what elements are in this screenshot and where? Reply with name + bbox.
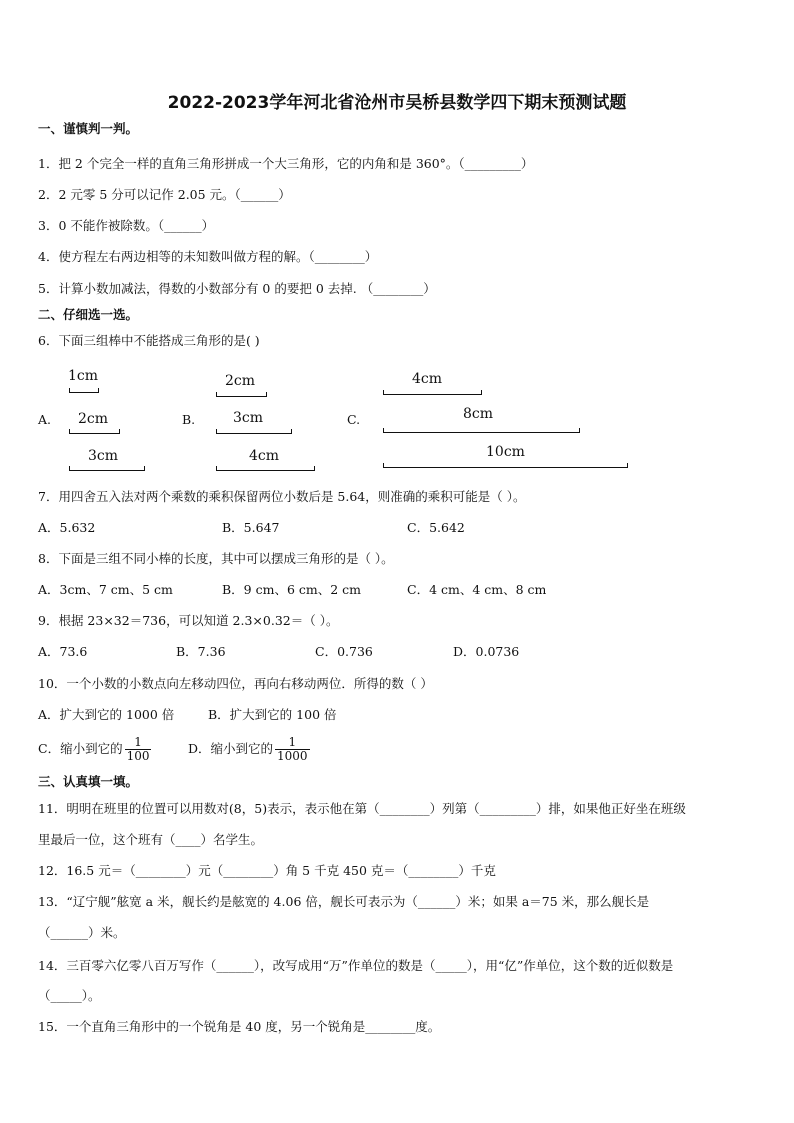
- q10-option-d: [188, 736, 310, 763]
- stick-a2-label: 2cm: [78, 411, 109, 427]
- stick-b2-label: 3cm: [233, 410, 264, 426]
- fraction-numerator: 1: [275, 736, 310, 750]
- question-4: 4．使方程左右两边相等的未知数叫做方程的解。（________）: [38, 249, 378, 264]
- question-6: 6．下面三组棒中不能搭成三角形的是( ): [38, 333, 260, 348]
- q9-option-b: B．7.36: [176, 644, 226, 659]
- question-14-line-1: 14．三百零六亿零八百万写作（______），改写成用“万”作单位的数是（_____），用“亿”作单位，这个数的近似数是: [38, 958, 674, 973]
- q8-option-b: B．9 cm、6 cm、2 cm: [222, 582, 362, 597]
- stick-a1-label: 1cm: [68, 368, 99, 384]
- option-a-label: A.: [38, 412, 52, 427]
- section-heading-choose: 二、仔细选一选。: [38, 307, 139, 322]
- question-15: 15．一个直角三角形中的一个锐角是 40 度，另一个锐角是________度。: [38, 1019, 441, 1034]
- stick-b1-label: 2cm: [225, 373, 256, 389]
- section-heading-fill: 三、认真填一填。: [38, 774, 139, 789]
- q10-option-d-text: D．缩小到它的: [188, 741, 274, 756]
- q9-option-c: C．0.736: [315, 644, 373, 659]
- section-heading-judge: 一、谨慎判一判。: [38, 121, 139, 136]
- q10-option-c-text: C．缩小到它的: [38, 741, 123, 756]
- question-5: 5．计算小数加减法，得数的小数部分有 0 的要把 0 去掉. （________）: [38, 281, 436, 296]
- stick-c3-label: 10cm: [486, 444, 525, 460]
- q7-option-a: A．5.632: [38, 520, 96, 535]
- stick-a2: [69, 429, 120, 434]
- stick-a3: [69, 466, 145, 471]
- fraction-denominator: 100: [126, 749, 150, 763]
- stick-b3: [216, 466, 315, 471]
- stick-a3-label: 3cm: [88, 448, 119, 464]
- question-7: 7．用四舍五入法对两个乘数的乘积保留两位小数后是 5.64，则准确的乘积可能是（ ）。: [38, 489, 526, 504]
- q8-option-c: C．4 cm、4 cm、8 cm: [407, 582, 547, 597]
- question-11-line-1: 11．明明在班里的位置可以用数对(8，5)表示，表示他在第（________）列第（_________）排，如果他正好坐在班级: [38, 801, 686, 816]
- q9-option-d: D．0.0736: [453, 644, 520, 659]
- stick-c1: [383, 390, 482, 395]
- fraction-one-thousandth: [275, 736, 310, 763]
- question-3: 3．0 不能作被除数。（______）: [38, 218, 215, 233]
- q10-option-c: [38, 736, 151, 763]
- question-14-line-2: （_____）。: [38, 988, 101, 1003]
- question-12: 12．16.5 元＝（________）元（________）角 5 千克 450 克＝（________）千克: [38, 863, 496, 878]
- stick-b3-label: 4cm: [249, 448, 280, 464]
- fraction-denominator: 1000: [277, 749, 308, 763]
- page-title: 2022-2023学年河北省沧州市吴桥县数学四下期末预测试题: [167, 93, 627, 113]
- q10-option-b: B．扩大到它的 100 倍: [208, 707, 337, 722]
- question-2: 2．2 元零 5 分可以记作 2.05 元。（______）: [38, 187, 291, 202]
- option-b-label: B.: [182, 412, 196, 427]
- question-13-line-2: （______）米。: [38, 925, 126, 940]
- stick-c2: [383, 428, 580, 433]
- q7-option-c: C．5.642: [407, 520, 465, 535]
- question-8: 8．下面是三组不同小棒的长度，其中可以摆成三角形的是（ ）。: [38, 551, 394, 566]
- question-11-line-2: 里最后一位，这个班有（____）名学生。: [38, 832, 264, 847]
- stick-a1: [69, 388, 99, 393]
- q8-option-a: A．3cm、7 cm、5 cm: [38, 582, 173, 597]
- question-9: 9．根据 23×32＝736，可以知道 2.3×0.32＝（ ）。: [38, 613, 339, 628]
- q7-option-b: B．5.647: [222, 520, 280, 535]
- stick-c1-label: 4cm: [412, 371, 443, 387]
- stick-c3: [383, 463, 628, 468]
- question-10: 10．一个小数的小数点向左移动四位，再向右移动两位．所得的数（ ）: [38, 676, 433, 691]
- option-c-label: C.: [347, 412, 361, 427]
- fraction-numerator: 1: [125, 736, 152, 750]
- q9-option-a: A．73.6: [38, 644, 88, 659]
- stick-b1: [216, 392, 267, 397]
- q10-option-a: A．扩大到它的 1000 倍: [38, 707, 175, 722]
- question-13-line-1: 13．“辽宁舰”舷宽 a 米，舰长约是舷宽的 4.06 倍，舰长可表示为（______）米；如果 a＝75 米，那么舰长是: [38, 894, 650, 909]
- stick-c2-label: 8cm: [463, 406, 494, 422]
- fraction-one-hundredth: [125, 736, 152, 763]
- question-1: 1．把 2 个完全一样的直角三角形拼成一个大三角形，它的内角和是 360°。（_________）: [38, 156, 534, 171]
- stick-b2: [216, 429, 292, 434]
